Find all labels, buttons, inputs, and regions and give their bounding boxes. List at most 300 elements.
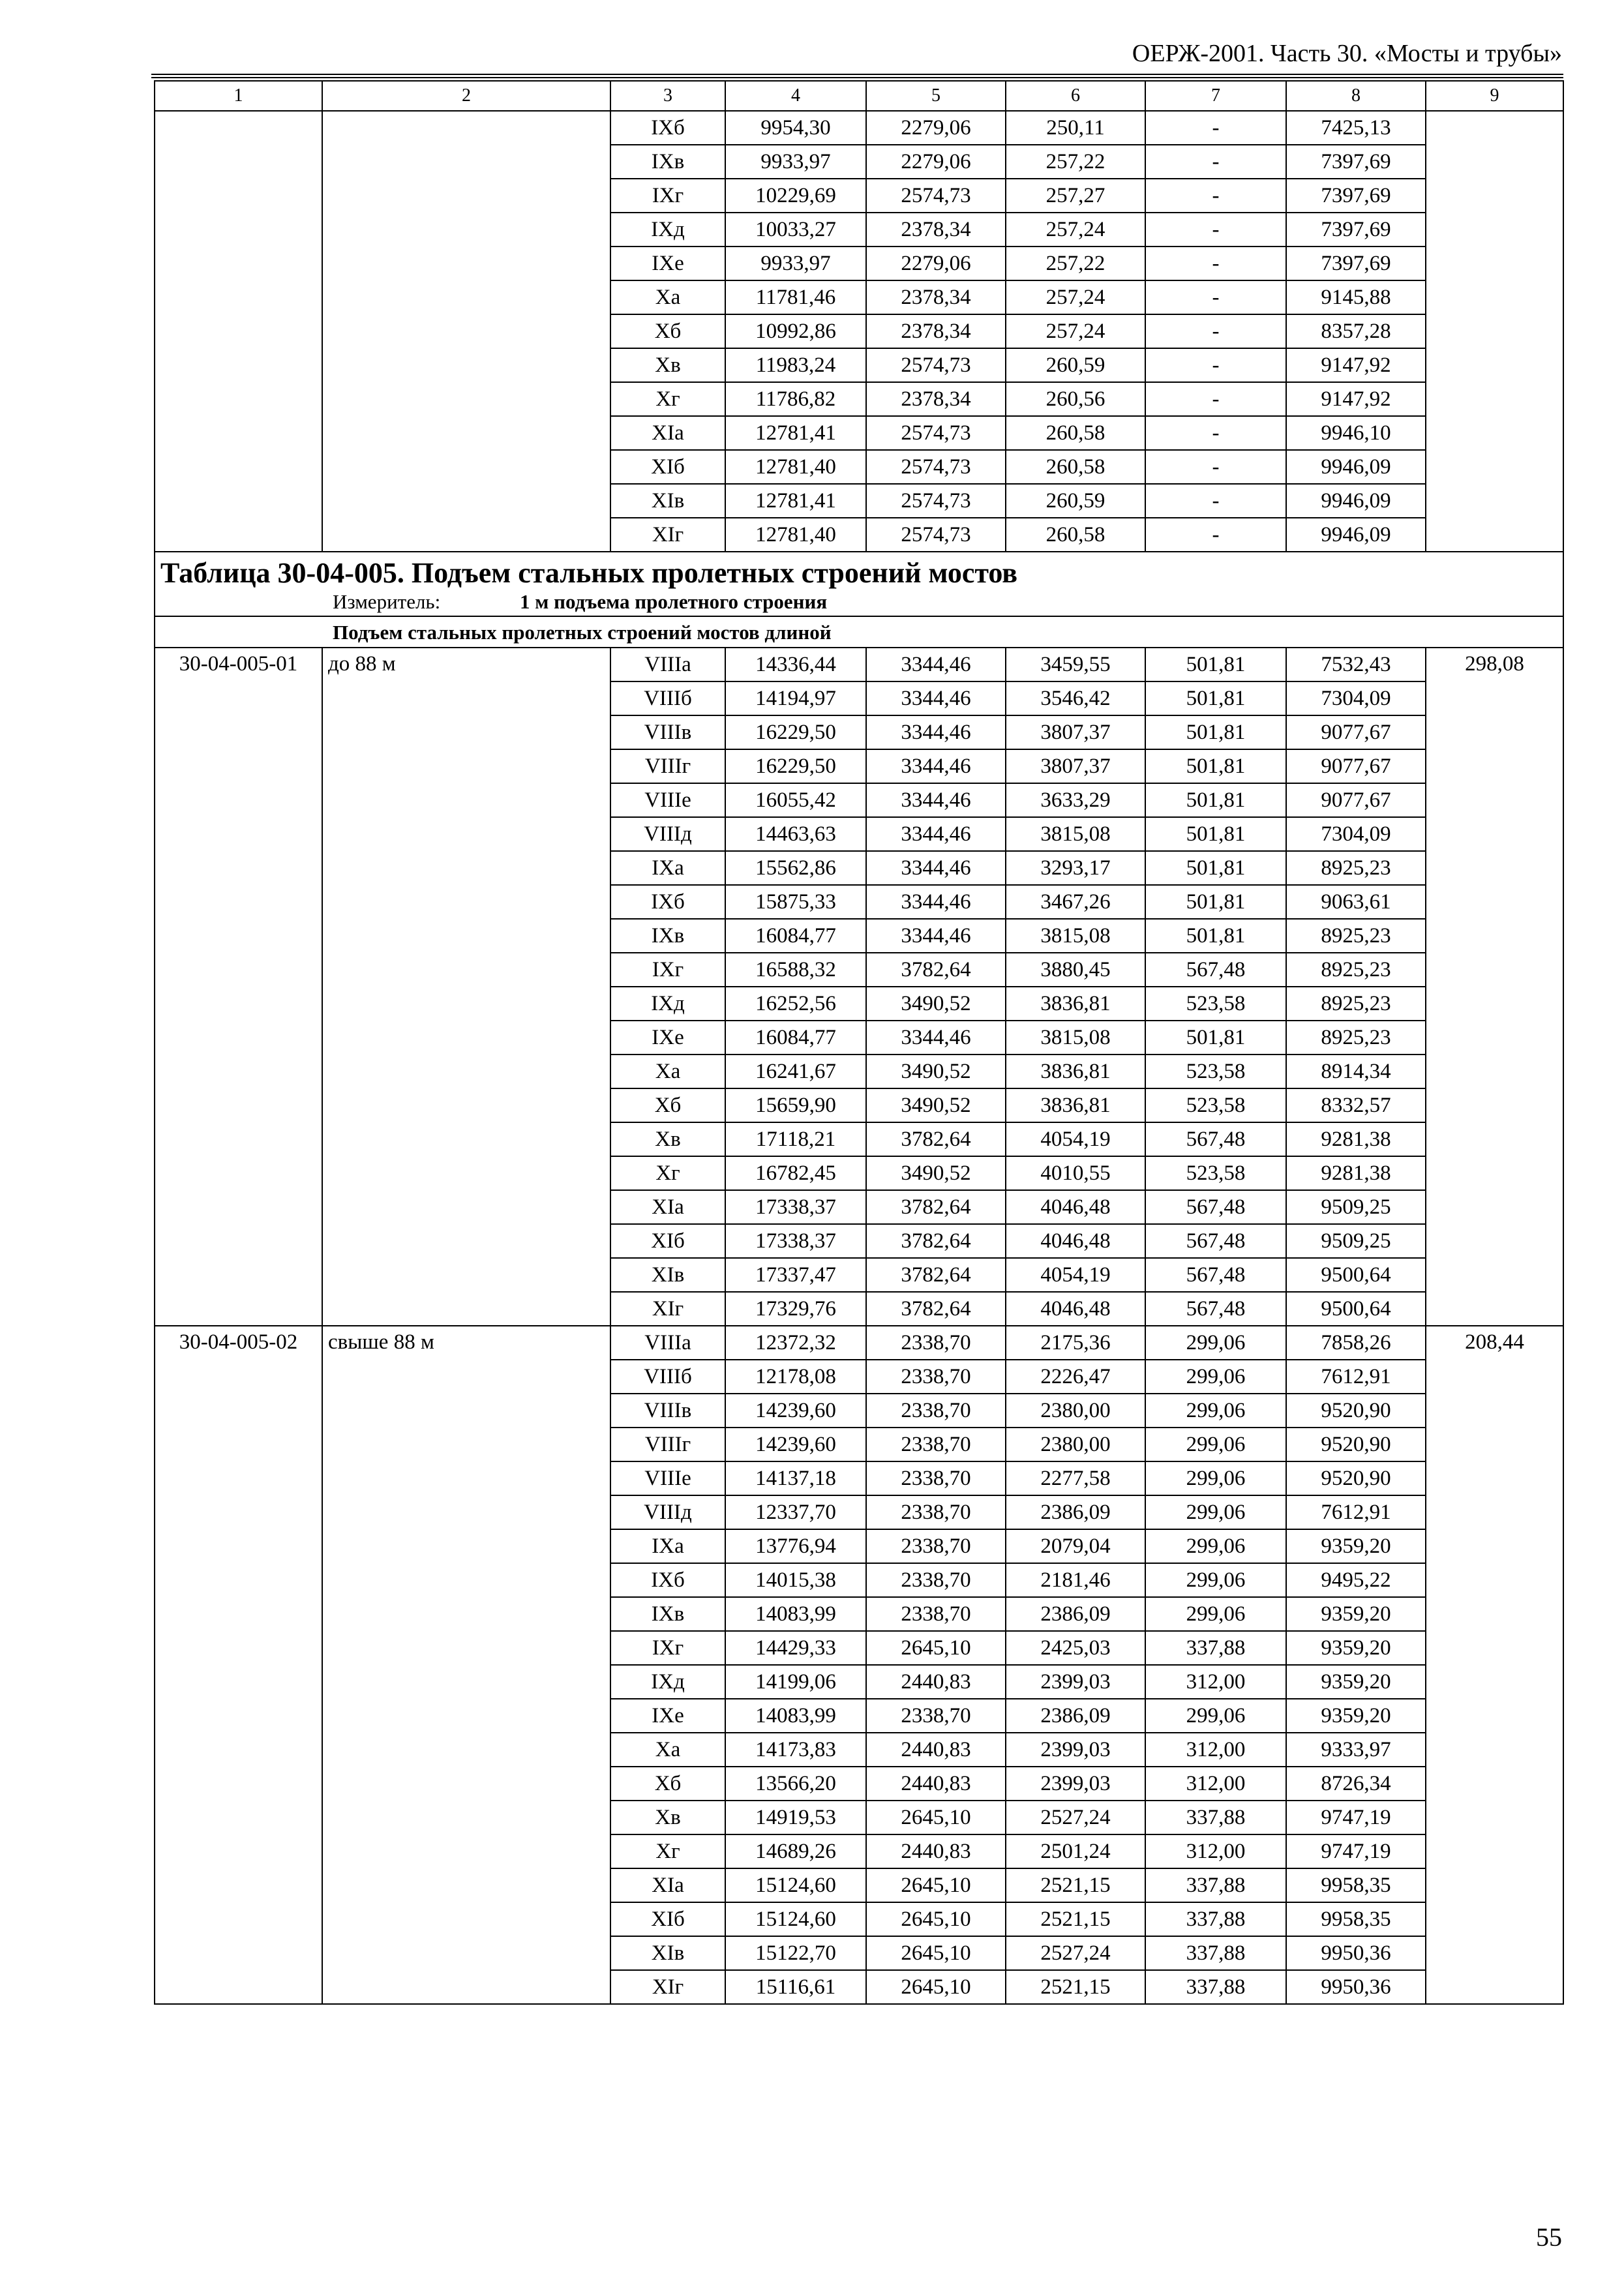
wages-cell: 3782,64 [866,1258,1006,1292]
machines-cell: 2527,24 [1006,1936,1145,1970]
wages-cell: 2645,10 [866,1936,1006,1970]
machines-cell: 2380,00 [1006,1394,1145,1428]
driver-wages-cell: 501,81 [1145,715,1286,749]
total-cost-cell: 11983,24 [725,348,866,382]
driver-wages-cell: 312,00 [1145,1665,1286,1699]
wages-cell: 2378,34 [866,314,1006,348]
wages-cell: 2338,70 [866,1699,1006,1733]
machines-cell: 3836,81 [1006,987,1145,1021]
complexity-cell: Xв [610,1122,725,1156]
complexity-cell: IXг [610,1631,725,1665]
materials-cost-cell: 9946,09 [1286,484,1426,518]
total-cost-cell: 14919,53 [725,1801,866,1834]
wages-cell: 3344,46 [866,919,1006,953]
driver-wages-cell: - [1145,382,1286,416]
complexity-cell: IXд [610,213,725,247]
complexity-cell: VIIIе [610,1461,725,1495]
machines-cell: 257,22 [1006,247,1145,280]
total-cost-cell: 17118,21 [725,1122,866,1156]
complexity-cell: IXа [610,851,725,885]
complexity-cell: IXв [610,145,725,179]
column-number: 4 [725,81,866,111]
table-row [155,1326,1563,1360]
machines-cell: 2399,03 [1006,1767,1145,1801]
driver-wages-cell: 567,48 [1145,953,1286,987]
total-cost-cell: 14336,44 [725,648,866,681]
total-cost-cell: 16055,42 [725,783,866,817]
materials-cost-cell: 9958,35 [1286,1868,1426,1902]
materials-cost-cell: 7397,69 [1286,213,1426,247]
materials-cost-cell: 9359,20 [1286,1699,1426,1733]
wages-cell: 2338,70 [866,1495,1006,1529]
total-cost-cell: 9933,97 [725,145,866,179]
complexity-cell: IXб [610,111,725,145]
total-cost-cell: 16084,77 [725,919,866,953]
wages-cell: 2440,83 [866,1665,1006,1699]
materials-cost-cell: 7304,09 [1286,681,1426,715]
wages-cell: 2279,06 [866,111,1006,145]
materials-cost-cell: 7397,69 [1286,179,1426,213]
machines-cell: 4010,55 [1006,1156,1145,1190]
complexity-cell: VIIIа [610,1326,725,1360]
machines-cell: 3836,81 [1006,1055,1145,1088]
total-cost-cell: 14429,33 [725,1631,866,1665]
wages-cell: 2645,10 [866,1902,1006,1936]
complexity-cell: XIа [610,1190,725,1224]
complexity-cell: IXг [610,179,725,213]
total-cost-cell: 15122,70 [725,1936,866,1970]
wages-cell: 3490,52 [866,987,1006,1021]
driver-wages-cell: 337,88 [1145,1936,1286,1970]
complexity-cell: XIг [610,518,725,552]
driver-wages-cell: 299,06 [1145,1699,1286,1733]
complexity-cell: Xб [610,314,725,348]
complexity-cell: XIв [610,484,725,518]
meter-label: Измеритель: [333,590,441,613]
column-number: 2 [322,81,610,111]
driver-wages-cell: 299,06 [1145,1360,1286,1394]
machines-cell: 2386,09 [1006,1699,1145,1733]
complexity-cell: XIа [610,416,725,450]
machines-cell: 3815,08 [1006,1021,1145,1055]
wages-cell: 2338,70 [866,1461,1006,1495]
wages-cell: 2440,83 [866,1834,1006,1868]
column-number-row [155,81,1563,111]
machines-cell: 3815,08 [1006,817,1145,851]
complexity-cell: IXе [610,1021,725,1055]
complexity-cell: Xг [610,1834,725,1868]
complexity-cell: IXа [610,1529,725,1563]
driver-wages-cell: 501,81 [1145,851,1286,885]
machines-cell: 2181,46 [1006,1563,1145,1597]
complexity-cell: VIIIе [610,783,725,817]
complexity-cell: IXе [610,247,725,280]
driver-wages-cell: 337,88 [1145,1801,1286,1834]
wages-cell: 2574,73 [866,484,1006,518]
wages-cell: 2645,10 [866,1868,1006,1902]
materials-cost-cell: 9359,20 [1286,1529,1426,1563]
total-cost-cell: 16782,45 [725,1156,866,1190]
wages-cell: 2338,70 [866,1394,1006,1428]
column-number: 6 [1006,81,1145,111]
driver-wages-cell: 312,00 [1145,1733,1286,1767]
driver-wages-cell: - [1145,416,1286,450]
name-cell-empty [322,111,610,552]
total-cost-cell: 14689,26 [725,1834,866,1868]
wages-cell: 2645,10 [866,1970,1006,2004]
wages-cell: 3782,64 [866,1190,1006,1224]
total-cost-cell: 16588,32 [725,953,866,987]
code-cell-empty [155,111,322,552]
total-cost-cell: 10992,86 [725,314,866,348]
machines-cell: 3459,55 [1006,648,1145,681]
wages-cell: 2338,70 [866,1529,1006,1563]
total-cost-cell: 15659,90 [725,1088,866,1122]
wages-cell: 3344,46 [866,851,1006,885]
rate-name: до 88 м [322,648,610,1326]
complexity-cell: Xг [610,1156,725,1190]
table-row [155,111,1563,145]
meter [155,590,1563,616]
machines-cell: 2399,03 [1006,1665,1145,1699]
complexity-cell: Xб [610,1767,725,1801]
rates-table [154,80,1564,2005]
machines-cell: 2380,00 [1006,1428,1145,1461]
complexity-cell: VIIIд [610,817,725,851]
wages-cell: 2440,83 [866,1767,1006,1801]
complexity-cell: IXг [610,953,725,987]
materials-cost-cell: 9520,90 [1286,1428,1426,1461]
complexity-cell: IXб [610,885,725,919]
driver-wages-cell: 523,58 [1145,1156,1286,1190]
materials-cost-cell: 8925,23 [1286,851,1426,885]
wages-cell: 2378,34 [866,213,1006,247]
wages-cell: 3344,46 [866,715,1006,749]
materials-cost-cell: 9359,20 [1286,1665,1426,1699]
wages-cell: 2574,73 [866,179,1006,213]
total-cost-cell: 15124,60 [725,1902,866,1936]
complexity-cell: XIг [610,1292,725,1326]
driver-wages-cell: 567,48 [1145,1224,1286,1258]
total-cost-cell: 12178,08 [725,1360,866,1394]
machines-cell: 3293,17 [1006,851,1145,885]
materials-cost-cell: 8925,23 [1286,987,1426,1021]
total-cost-cell: 12781,40 [725,518,866,552]
total-cost-cell: 13566,20 [725,1767,866,1801]
materials-cost-cell: 7397,69 [1286,145,1426,179]
materials-cost-cell: 9950,36 [1286,1936,1426,1970]
machines-cell: 2501,24 [1006,1834,1145,1868]
materials-cost-cell: 9500,64 [1286,1258,1426,1292]
machines-cell: 260,58 [1006,518,1145,552]
complexity-cell: Xб [610,1088,725,1122]
materials-cost-cell: 9520,90 [1286,1461,1426,1495]
wages-cell: 2338,70 [866,1428,1006,1461]
column-number: 9 [1426,81,1563,111]
total-cost-cell: 14239,60 [725,1428,866,1461]
driver-wages-cell: 501,81 [1145,885,1286,919]
materials-cost-cell: 9077,67 [1286,715,1426,749]
driver-wages-cell: 337,88 [1145,1868,1286,1902]
machines-cell: 3807,37 [1006,715,1145,749]
total-cost-cell: 17329,76 [725,1292,866,1326]
materials-cost-cell: 9063,61 [1286,885,1426,919]
wages-cell: 2378,34 [866,280,1006,314]
machines-cell: 257,24 [1006,314,1145,348]
driver-wages-cell: - [1145,145,1286,179]
rate-code: 30-04-005-01 [155,648,322,1326]
complexity-cell: VIIIв [610,715,725,749]
wages-cell: 3344,46 [866,885,1006,919]
machines-cell: 257,24 [1006,280,1145,314]
total-cost-cell: 12781,41 [725,484,866,518]
total-cost-cell: 16252,56 [725,987,866,1021]
total-cost-cell: 14083,99 [725,1597,866,1631]
total-cost-cell: 12781,41 [725,416,866,450]
materials-cost-cell: 9077,67 [1286,749,1426,783]
table-title: Таблица 30-04-005. Подъем стальных пролетных строений мостов [155,552,1563,590]
materials-cost-cell: 9747,19 [1286,1834,1426,1868]
wages-cell: 3344,46 [866,749,1006,783]
materials-cost-cell: 9509,25 [1286,1190,1426,1224]
materials-cost-cell: 9281,38 [1286,1156,1426,1190]
total-cost-cell: 16084,77 [725,1021,866,1055]
materials-cost-cell: 7532,43 [1286,648,1426,681]
wages-cell: 3490,52 [866,1156,1006,1190]
complexity-cell: IXд [610,987,725,1021]
driver-wages-cell: 523,58 [1145,1088,1286,1122]
driver-wages-cell: 299,06 [1145,1461,1286,1495]
machines-cell: 260,58 [1006,416,1145,450]
wages-cell: 2279,06 [866,247,1006,280]
total-cost-cell: 12372,32 [725,1326,866,1360]
complexity-cell: IXб [610,1563,725,1597]
materials-cost-cell: 7612,91 [1286,1360,1426,1394]
materials-cost-cell: 9520,90 [1286,1394,1426,1428]
total-cost-cell: 15116,61 [725,1970,866,2004]
total-cost-cell: 9954,30 [725,111,866,145]
driver-wages-cell: 299,06 [1145,1563,1286,1597]
materials-cost-cell: 7304,09 [1286,817,1426,851]
driver-wages-cell: 337,88 [1145,1631,1286,1665]
subheader-row [155,616,1563,648]
wages-cell: 2338,70 [866,1360,1006,1394]
wages-cell: 2378,34 [866,382,1006,416]
driver-wages-cell: 299,06 [1145,1394,1286,1428]
wages-cell: 3782,64 [866,1122,1006,1156]
driver-wages-cell: 337,88 [1145,1902,1286,1936]
machines-cell: 2277,58 [1006,1461,1145,1495]
total-cost-cell: 15562,86 [725,851,866,885]
driver-wages-cell: 501,81 [1145,919,1286,953]
wages-cell: 3344,46 [866,681,1006,715]
driver-wages-cell: - [1145,484,1286,518]
column-number: 7 [1145,81,1286,111]
rate-code: 30-04-005-02 [155,1326,322,2004]
total-cost-cell: 12337,70 [725,1495,866,1529]
table-row [155,648,1563,681]
materials-cost-cell: 7425,13 [1286,111,1426,145]
machines-cell: 3815,08 [1006,919,1145,953]
total-cost-cell: 10229,69 [725,179,866,213]
materials-cost-cell: 9946,09 [1286,450,1426,484]
machines-cell: 2425,03 [1006,1631,1145,1665]
wages-cell: 2338,70 [866,1326,1006,1360]
page-number: 55 [1536,2222,1562,2252]
driver-wages-cell: 299,06 [1145,1495,1286,1529]
wages-cell: 2574,73 [866,416,1006,450]
complexity-cell: VIIIд [610,1495,725,1529]
machines-cell: 2175,36 [1006,1326,1145,1360]
machines-cell: 260,59 [1006,484,1145,518]
materials-cost-cell: 8726,34 [1286,1767,1426,1801]
column-number: 8 [1286,81,1426,111]
complexity-cell: XIг [610,1970,725,2004]
materials-cost-cell: 8357,28 [1286,314,1426,348]
machines-cell: 260,59 [1006,348,1145,382]
total-cost-cell: 14463,63 [725,817,866,851]
driver-wages-cell: - [1145,280,1286,314]
materials-cost-cell: 7612,91 [1286,1495,1426,1529]
total-cost-cell: 15875,33 [725,885,866,919]
wages-cell: 2338,70 [866,1563,1006,1597]
materials-cost-cell: 9359,20 [1286,1631,1426,1665]
wages-cell: 2440,83 [866,1733,1006,1767]
complexity-cell: IXд [610,1665,725,1699]
materials-cost-cell: 7858,26 [1286,1326,1426,1360]
machines-cell: 4054,19 [1006,1122,1145,1156]
materials-cost: 298,08 [1426,648,1563,1326]
column-number: 5 [866,81,1006,111]
driver-wages-cell: - [1145,314,1286,348]
materials-cost-cell: 9281,38 [1286,1122,1426,1156]
materials-cost-cell: 8925,23 [1286,953,1426,987]
machines-cell: 257,27 [1006,179,1145,213]
machines-cell: 4054,19 [1006,1258,1145,1292]
driver-wages-cell: 299,06 [1145,1597,1286,1631]
driver-wages-cell: 299,06 [1145,1326,1286,1360]
materials-cost-cell: 9077,67 [1286,783,1426,817]
driver-wages-cell: 567,48 [1145,1122,1286,1156]
total-cost-cell: 15124,60 [725,1868,866,1902]
machines-cell: 257,22 [1006,145,1145,179]
total-cost-cell: 11781,46 [725,280,866,314]
driver-wages-cell: 312,00 [1145,1767,1286,1801]
total-cost-cell: 14137,18 [725,1461,866,1495]
materials-cost-cell: 9495,22 [1286,1563,1426,1597]
driver-wages-cell: 501,81 [1145,681,1286,715]
driver-wages-cell: 299,06 [1145,1428,1286,1461]
complexity-cell: XIв [610,1936,725,1970]
wages-cell: 2645,10 [866,1631,1006,1665]
total-cost-cell: 14173,83 [725,1733,866,1767]
materials-cost-cell: 9946,09 [1286,518,1426,552]
wages-cell: 2338,70 [866,1597,1006,1631]
complexity-cell: VIIIг [610,1428,725,1461]
total-cost-cell: 16241,67 [725,1055,866,1088]
header-double-rule [151,74,1563,78]
total-cost-cell: 12781,40 [725,450,866,484]
driver-wages-cell: - [1145,450,1286,484]
complexity-cell: XIв [610,1258,725,1292]
materials-cost-cell: 8914,34 [1286,1055,1426,1088]
machines-cell: 4046,48 [1006,1224,1145,1258]
driver-wages-cell: - [1145,179,1286,213]
driver-wages-cell: 501,81 [1145,817,1286,851]
driver-wages-cell: - [1145,111,1286,145]
driver-wages-cell: - [1145,518,1286,552]
complexity-cell: VIIIб [610,1360,725,1394]
complexity-cell: VIIIб [610,681,725,715]
materials-cost-cell: 8925,23 [1286,1021,1426,1055]
total-cost-cell: 9933,97 [725,247,866,280]
driver-wages-cell: 501,81 [1145,1021,1286,1055]
total-cost-cell: 14199,06 [725,1665,866,1699]
complexity-cell: Xа [610,1055,725,1088]
column-number: 1 [155,81,322,111]
complexity-cell: VIIIа [610,648,725,681]
materials-cell-empty [1426,111,1563,552]
driver-wages-cell: 501,81 [1145,783,1286,817]
driver-wages-cell: 299,06 [1145,1529,1286,1563]
complexity-cell: Xг [610,382,725,416]
wages-cell: 3344,46 [866,1021,1006,1055]
wages-cell: 3490,52 [866,1055,1006,1088]
complexity-cell: Xа [610,280,725,314]
driver-wages-cell: 523,58 [1145,1055,1286,1088]
machines-cell: 3807,37 [1006,749,1145,783]
machines-cell: 3633,29 [1006,783,1145,817]
machines-cell: 3467,26 [1006,885,1145,919]
driver-wages-cell: 501,81 [1145,648,1286,681]
total-cost-cell: 13776,94 [725,1529,866,1563]
driver-wages-cell: 567,48 [1145,1258,1286,1292]
total-cost-cell: 14239,60 [725,1394,866,1428]
total-cost-cell: 16229,50 [725,749,866,783]
complexity-cell: Xа [610,1733,725,1767]
machines-cell: 260,58 [1006,450,1145,484]
machines-cell: 3880,45 [1006,953,1145,987]
materials-cost-cell: 7397,69 [1286,247,1426,280]
complexity-cell: Xв [610,1801,725,1834]
wages-cell: 3344,46 [866,648,1006,681]
wages-cell: 2574,73 [866,450,1006,484]
total-cost-cell: 11786,82 [725,382,866,416]
rate-name: свыше 88 м [322,1326,610,2004]
materials-cost: 208,44 [1426,1326,1563,2004]
complexity-cell: XIб [610,1224,725,1258]
materials-cost-cell: 9147,92 [1286,382,1426,416]
running-header: ОЕРЖ-2001. Часть 30. «Мосты и трубы» [1132,40,1562,67]
complexity-cell: IXв [610,1597,725,1631]
total-cost-cell: 14083,99 [725,1699,866,1733]
complexity-cell: IXе [610,1699,725,1733]
driver-wages-cell: 567,48 [1145,1190,1286,1224]
materials-cost-cell: 9509,25 [1286,1224,1426,1258]
column-number: 3 [610,81,725,111]
complexity-cell: XIб [610,1902,725,1936]
total-cost-cell: 17337,47 [725,1258,866,1292]
machines-cell: 2386,09 [1006,1495,1145,1529]
materials-cost-cell: 8332,57 [1286,1088,1426,1122]
machines-cell: 2521,15 [1006,1902,1145,1936]
subheader: Подъем стальных пролетных строений мостов длиной [155,616,1563,648]
materials-cost-cell: 9958,35 [1286,1902,1426,1936]
materials-cost-cell: 9147,92 [1286,348,1426,382]
wages-cell: 3490,52 [866,1088,1006,1122]
total-cost-cell: 17338,37 [725,1190,866,1224]
wages-cell: 2574,73 [866,518,1006,552]
